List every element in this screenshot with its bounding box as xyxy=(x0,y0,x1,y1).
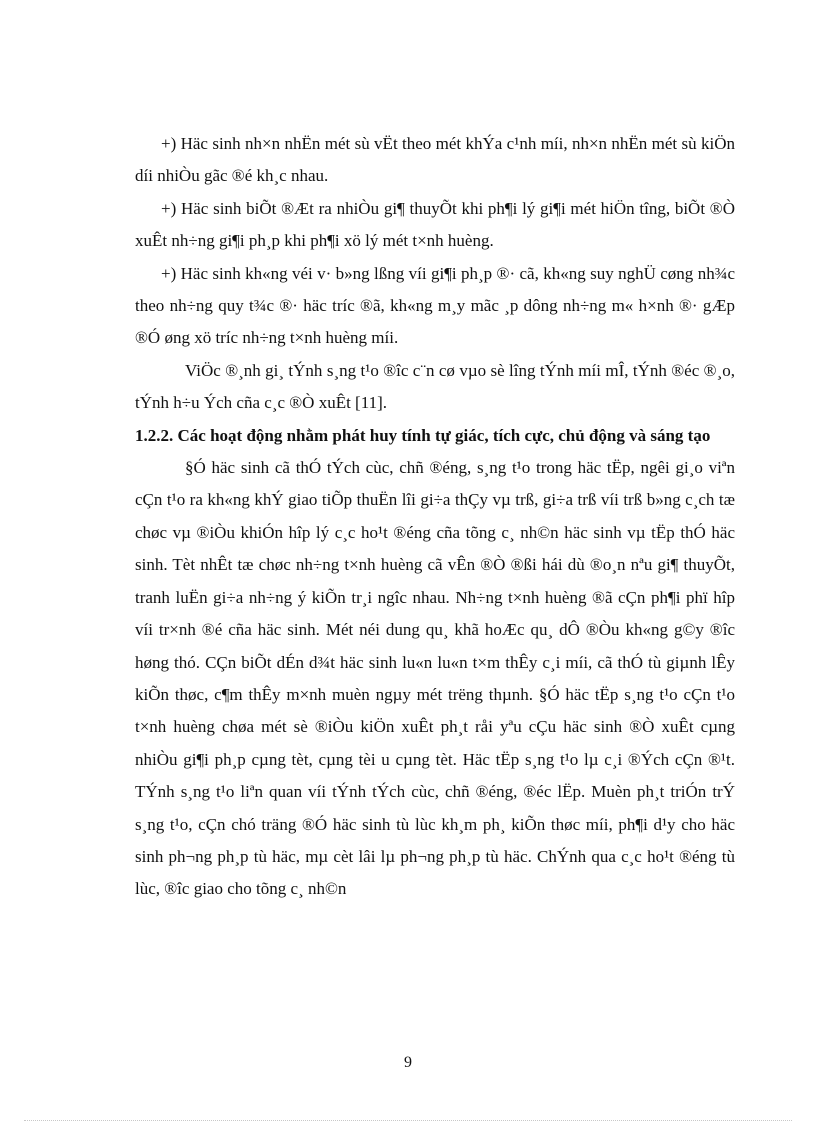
bottom-divider xyxy=(24,1120,792,1121)
paragraph-evaluation: ViÖc ®¸nh gi¸ tÝnh s¸ng t¹o ®îc c¨n cø vµo sè lîng tÝnh míi mÎ, tÝnh ®éc ®¸o, tÝnh h÷u Ých cña c¸c ®Ò xuÊt [11]. xyxy=(135,360,735,413)
paragraph-hypotheses: +) Häc sinh biÕt ®Æt ra nhiÒu gi¶ thuyÕt khi ph¶i lý gi¶i mét hiÖn tîng, biÕt ®Ò xuÊt nh÷ng gi¶i ph¸p khi ph¶i xö lý mét t×nh huèng. xyxy=(135,198,735,251)
page-number: 9 xyxy=(404,1054,412,1071)
paragraph-body: §Ó häc sinh cã thÓ tÝch cùc, chñ ®éng, s¸ng t¹o trong häc tËp, ngêi gi¸o viªn cÇn t¹o ra kh«ng khÝ giao tiÕp thuËn lîi gi÷a thÇy vµ trß, gi÷a trß víi trß b»ng c¸ch tæ chøc vµ ®iÒu khiÓn hîp lý c¸c ho¹t ®éng cña tõng c¸ nh©n häc sinh vµ tËp thÓ häc sinh. Tèt nhÊt tæ chøc nh÷ng t×nh huèng cã vÊn ®Ò ®ßi hái dù ®o¸n nªu gi¶ thuyÕt, tranh luËn gi÷a nh÷ng ý kiÕn tr¸i ngîc nhau. Nh÷ng t×nh huèng ®ã cÇn ph¶i phï hîp víi tr×nh ®é cña häc sinh. Mét néi dung qu¸ khã hoÆc qu¸ dÔ ®Òu kh«ng g©y ®îc høng thó. CÇn biÕt dÉn d¾t häc sinh lu«n lu«n t×m thÊy c¸i míi, cã thÓ tù giµnh lÊy kiÕn thøc, c¶m thÊy m×nh muèn ngµy mét trëng thµnh. §Ó häc tËp s¸ng t¹o cÇn t¹o t×nh huèng chøa mét sè ®iÒu kiÖn xuÊt ph¸t råi yªu cÇu häc sinh ®Ò xuÊt cµng nhiÒu gi¶i ph¸p cµng tèt, cµng tèi u cµng tèt. Häc tËp s¸ng t¹o lµ c¸i ®Ých cÇn ®¹t. TÝnh s¸ng t¹o liªn quan víi tÝnh tÝch cùc, chñ ®éng, ®éc lËp. Muèn ph¸t triÓn trÝ s¸ng t¹o, cÇn chó träng ®Ó häc sinh tù lùc kh¸m ph¸ kiÕn thøc míi, ph¶i d¹y cho häc sinh ph¬ng ph¸p tù häc, mµ cèt lâi lµ ph¬ng ph¸p tù häc. ChÝnh qua c¸c ho¹t ®éng tù lùc, ®îc giao cho tõng c¸ nh©n xyxy=(135,458,735,899)
section-heading: 1.2.2. Các hoạt động nhằm phát huy tính tự giác, tích cực, chủ động và sáng tạo xyxy=(135,425,711,445)
paragraph-not-satisfied: +) Häc sinh kh«ng véi v· b»ng lßng víi gi¶i ph¸p ®· cã, kh«ng suy nghÜ cøng nh¾c theo nh÷ng quy t¾c ®· häc tríc ®ã, kh«ng m¸y mãc ¸p dông nh÷ng m« h×nh ®· gÆp ®Ó øng xö tríc nh÷ng t×nh huèng míi. xyxy=(135,263,735,348)
paragraph-new-perspective: +) Häc sinh nh×n nhËn mét sù vËt theo mét khÝa c¹nh míi, nh×n nhËn mét sù kiÖn díi nhiÒu gãc ®é kh¸c nhau. xyxy=(135,134,735,186)
page-content xyxy=(135,128,735,906)
